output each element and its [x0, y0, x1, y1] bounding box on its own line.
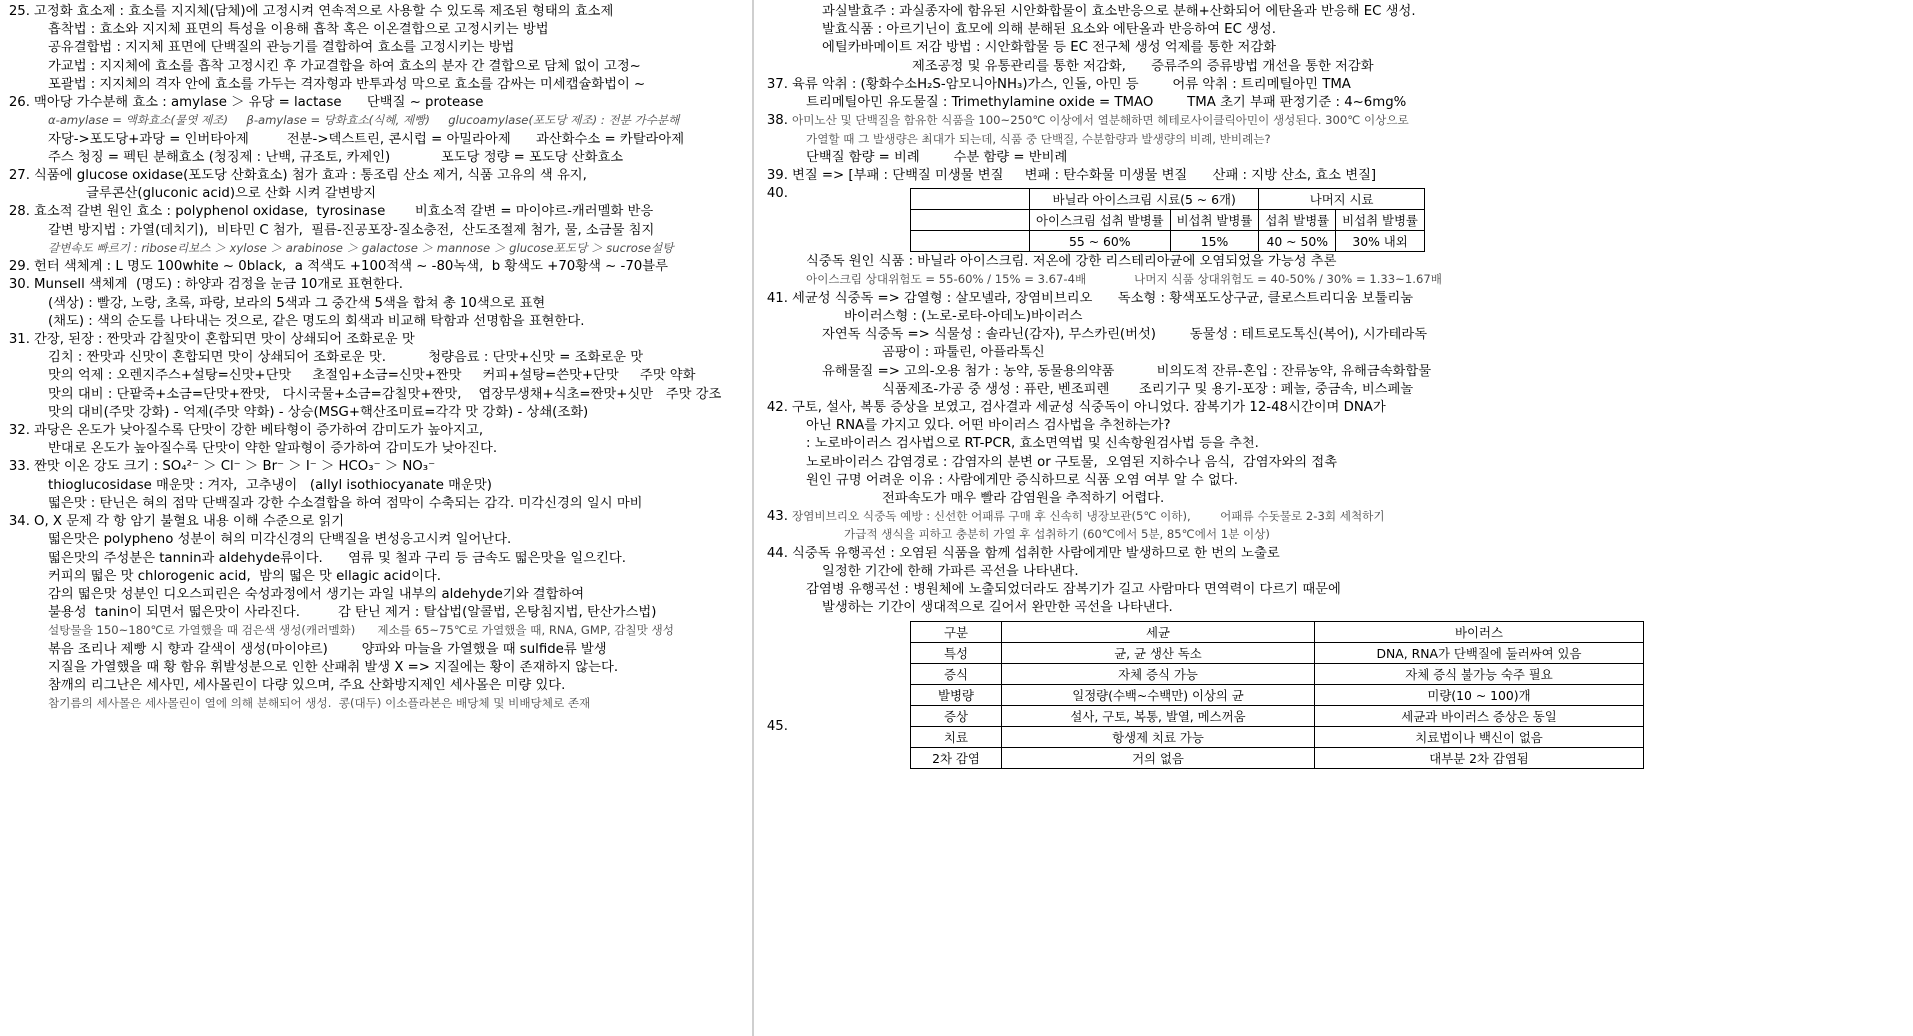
line-text: 볶음 조리나 제빵 시 향과 갈색이 생성(마이야르) 양파와 마늘을 가열했을 때 sulfide류 발생	[48, 641, 607, 657]
line-text: 주스 청징 = 펙틴 분해효소 (청징제 : 난백, 규조토, 카제인) 포도당 정량 = 포도당 산화효소	[48, 149, 624, 165]
line-text: 맛의 억제 : 오렌지주스+설탕=신맛+단맛 초절임+소금=신맛+짠맛 커피+설탕=쓴맛+단맛 주맛 약화	[48, 368, 696, 384]
line-text: 참깨의 리그난은 세사민, 세사몰린이 다량 있으며, 주요 산화방지제인 세사몰은 미량 있다.	[48, 678, 566, 694]
line-text: 헌터 색체계 : L 명도 100white ~ 0black, a 적색도 +100적색 ~ -80녹색, b 황색도 +70황색 ~ -70블루	[34, 259, 668, 275]
note-line	[764, 418, 1907, 434]
note-line	[6, 4, 748, 20]
bacteria-virus-table-wrapper	[764, 619, 1907, 771]
note-line	[6, 350, 748, 366]
note-line	[764, 345, 1907, 361]
table-cell: 세균과 바이러스 증상은 동일	[1315, 705, 1644, 726]
line-text: 맛의 대비 : 단팥죽+소금=단맛+짠맛, 다시국물+소금=감칠맛+짠맛, 엽장무생채+식초=짠맛+싯만 주맛 강조	[48, 386, 722, 402]
table-cell	[911, 231, 1030, 252]
note-line	[764, 582, 1907, 598]
table-header-cell: 구분	[911, 621, 1002, 642]
table-cell: 발병량	[911, 684, 1002, 705]
table-cell: 설사, 구토, 복통, 발열, 메스꺼움	[1002, 705, 1315, 726]
line-number: 28.	[8, 204, 30, 220]
note-line	[764, 473, 1907, 489]
line-text: 고정화 효소제 : 효소를 지지체(담체)에 고정시켜 연속적으로 사용할 수 있도록 제조된 형태의 효소제	[34, 4, 614, 19]
note-line	[764, 59, 1907, 75]
note-line	[6, 168, 748, 184]
line-text: 자당->포도당+과당 = 인버타아제 전분->덱스트린, 콘시럽 = 아밀라아제 과산화수소 = 카탈라아제	[48, 131, 685, 147]
table-cell: 미량(10 ~ 100)개	[1315, 684, 1644, 705]
line-text: 장염비브리오 식중독 예방 : 신선한 어패류 구매 후 신속히 냉장보관(5℃ 이하), 어패류 수돗물로 2-3회 세척하기	[792, 509, 1385, 524]
line-text: 가교법 : 지지체에 효소를 흡착 고정시킨 후 가교결합을 하여 효소의 분자 간 결합으로 담체 없이 고정~	[48, 58, 641, 74]
note-line	[6, 132, 748, 148]
line-number: 41.	[766, 290, 788, 306]
table-row	[911, 705, 1644, 726]
line-number: 33.	[8, 459, 30, 475]
line-text: 맛의 대비(주맛 강화) - 억제(주맛 약화) - 상승(MSG+핵산조미료=각각 맛 강화) - 상쇄(조화)	[48, 404, 589, 420]
table-row	[911, 231, 1425, 252]
table-row	[911, 684, 1644, 705]
table-row	[911, 747, 1644, 768]
table-cell: 55 ~ 60%	[1030, 231, 1171, 252]
note-line	[6, 368, 748, 384]
table-cell: 자체 증식 가능	[1002, 663, 1315, 684]
line-text: 커피의 떫은 맛 chlorogenic acid, 밤의 떫은 맛 ellagic acid이다.	[48, 568, 441, 584]
line-text: 글루콘산(gluconic acid)으로 산화 시켜 갈변방지	[86, 186, 377, 202]
table-row	[911, 663, 1644, 684]
table-cell: 특성	[911, 642, 1002, 663]
note-line	[6, 605, 748, 621]
line-text: 떫은맛의 주성분은 tannin과 aldehyde류이다. 염류 및 철과 구리 등 금속도 떫은맛을 일으킨다.	[48, 550, 626, 566]
table-cell	[911, 189, 1030, 210]
line-text: 에틸카바메이트 저감 방법 : 시안화합물 등 EC 전구체 생성 억제를 통한 저감화	[822, 40, 1277, 56]
note-line	[764, 4, 1907, 20]
note-line	[6, 623, 748, 639]
line-number: 32.	[8, 423, 30, 439]
note-line	[6, 314, 748, 330]
line-text: : 노로바이러스 검사법으로 RT-PCR, 효소면역법 및 신속항원검사법 등을 추천.	[806, 436, 1259, 452]
note-line	[6, 387, 748, 403]
table-cell: 대부분 2차 감염됨	[1315, 747, 1644, 768]
line-text: 원인 규명 어려운 이유 : 사람에게만 증식하므로 식품 오염 여부 알 수 없다.	[806, 472, 1238, 488]
line-text: 일정한 기간에 한해 가파른 곡선을 나타낸다.	[822, 563, 1079, 579]
note-line	[764, 254, 1907, 270]
line-number: 43.	[766, 509, 788, 525]
table-cell: 15%	[1170, 231, 1259, 252]
table-row	[911, 210, 1425, 231]
note-line	[764, 95, 1907, 111]
table-cell: 증식	[911, 663, 1002, 684]
note-line	[764, 22, 1907, 38]
table-cell: 2차 감염	[911, 747, 1002, 768]
line-text: 곰팡이 : 파툴린, 아플라톡신	[882, 345, 1045, 361]
note-line	[6, 113, 748, 129]
line-text: 참기름의 세사몰은 세사몰린이 열에 의해 분해되어 생성. 콩(대두) 이소플라본은 배당체 및 비배당체로 존재	[48, 696, 591, 711]
note-line	[6, 22, 748, 38]
line-text: 아닌 RNA를 가지고 있다. 어떤 바이러스 검사법을 추천하는가?	[806, 418, 1171, 434]
line-text: 발효식품 : 아르기닌이 효모에 의해 분해된 요소와 에탄올과 반응하여 EC 생성.	[822, 22, 1277, 38]
note-line	[6, 478, 748, 494]
note-line	[764, 327, 1907, 343]
line-text: (색상) : 빨강, 노랑, 초록, 파랑, 보라의 5색과 그 중간색 5색을 합쳐 총 10색으로 표현	[48, 295, 546, 311]
table-cell: DNA, RNA가 단백질에 둘러싸여 있음	[1315, 642, 1644, 663]
line-number: 29.	[8, 259, 30, 275]
note-line	[6, 569, 748, 585]
line-text: α-amylase = 액화효소(물엿 제조) β-amylase = 당화효소(식혜, 제빵) glucoamylase(포도당 제조) : 전분 가수분해	[48, 113, 680, 128]
table-row	[911, 642, 1644, 663]
line-number: 38.	[766, 113, 788, 129]
table-cell: 일정량(수백~수백만) 이상의 균	[1002, 684, 1315, 705]
line-text: 식중독 유행곡선 : 오염된 식품을 함께 섭취한 사람에게만 발생하므로 한 번의 노출로	[792, 545, 1280, 561]
note-line	[764, 527, 1907, 543]
note-line	[764, 272, 1907, 288]
note-line	[6, 296, 748, 312]
table-header-cell: 바이러스	[1315, 621, 1644, 642]
line-text: 단백질 함량 = 비례 수분 함량 = 반비례	[806, 149, 1068, 165]
note-line	[764, 509, 1907, 525]
line-text: 감염병 유행곡선 : 병원체에 노출되었더라도 잠복기가 길고 사람마다 면역력이 다르기 때문에	[806, 582, 1341, 598]
note-line	[6, 259, 748, 275]
line-text: 설탕물을 150~180℃로 가열했을 때 검은색 생성(캐러멜화) 제소를 65~75℃로 가열했을 때, RNA, GMP, 감칠맛 생성	[48, 623, 674, 638]
note-line	[6, 660, 748, 676]
line-text: 불용성 tanin이 되면서 떫은맛이 사라진다. 감 탄닌 제거 : 탈삽법(알콜법, 온탕침지법, 탄산가스법)	[48, 605, 657, 621]
line-text: 전파속도가 매우 빨라 감염원을 추적하기 어렵다.	[882, 491, 1165, 507]
note-line	[6, 459, 748, 475]
line-number: 25.	[8, 4, 30, 19]
note-line	[6, 204, 748, 220]
note-line	[764, 77, 1907, 93]
table-cell: 30% 내외	[1336, 231, 1425, 252]
line-text: 육류 악취 : (황화수소H₂S-암모니아NH₃)가스, 인돌, 아민 등 어류 악취 : 트리메틸아민 TMA	[792, 76, 1351, 92]
note-line	[764, 168, 1907, 184]
line-text: O, X 문제 각 항 암기 불혈요 내용 이해 수준으로 읽기	[34, 514, 345, 530]
note-line	[764, 364, 1907, 380]
line-text: 감의 떫은맛 성분인 디오스피린은 숙성과정에서 생기는 과일 내부의 aldehyde기와 결합하여	[48, 587, 585, 602]
line-number: 27.	[8, 167, 30, 183]
line-text: 떫은맛은 polypheno 성분이 혀의 미각신경의 단백질을 변성응고시켜 일어난다.	[48, 532, 512, 548]
line-text: 구토, 설사, 복통 증상을 보였고, 검사결과 세균성 식중독이 아니었다. 잠복기가 12-48시간이며 DNA가	[792, 399, 1386, 415]
line-number: 31.	[8, 331, 30, 347]
outbreak-rate-table-wrapper	[764, 186, 1907, 254]
table-cell: 40 ~ 50%	[1259, 231, 1336, 252]
table-cell: 증상	[911, 705, 1002, 726]
note-line	[6, 277, 748, 293]
note-line	[6, 587, 748, 603]
note-line	[764, 400, 1907, 416]
table-cell: 치료법이나 백신이 없음	[1315, 726, 1644, 747]
note-line	[764, 382, 1907, 398]
line-text: Munsell 색체계 (명도) : 하양과 검정을 눈금 10개로 표현한다.	[34, 277, 403, 293]
table-cell: 비섭취 발병률	[1170, 210, 1259, 231]
table-header-cell: 세균	[1002, 621, 1315, 642]
note-line	[764, 455, 1907, 471]
line-text: 바이러스형 : (노로-로타-아데노)바이러스	[844, 308, 1083, 324]
table-cell: 거의 없음	[1002, 747, 1315, 768]
note-line	[764, 564, 1907, 580]
table-cell: 항생제 치료 가능	[1002, 726, 1315, 747]
note-line	[6, 95, 748, 111]
note-line	[764, 600, 1907, 616]
note-line	[6, 241, 748, 257]
line-text: (채도) : 색의 순도를 나타내는 것으로, 같은 명도의 회색과 비교해 탁함과 선명함을 표현한다.	[48, 313, 585, 329]
line-text: 공유결합법 : 지지체 표면에 단백질의 관능기를 결합하여 효소를 고정시키는 방법	[48, 40, 515, 56]
line-text: 노로바이러스 감염경로 : 감염자의 분변 or 구토물, 오염된 지하수나 음식, 감염자와의 접촉	[806, 454, 1338, 470]
note-line	[764, 132, 1907, 148]
line-text: 트리메틸아민 유도물질 : Trimethylamine oxide = TMAO TMA 초기 부패 판정기준 : 4~6mg%	[806, 95, 1407, 111]
note-line	[764, 309, 1907, 325]
outbreak-rate-table	[910, 188, 1425, 252]
table-cell: 비섭취 발병률	[1336, 210, 1425, 231]
line-text: 맥아당 가수분해 효소 : amylase ＞ 유당 = lactase 단백질 ~ protease	[34, 95, 484, 111]
note-line	[6, 696, 748, 712]
note-line	[6, 642, 748, 658]
line-text: 제조공정 및 유통관리를 통한 저감화, 증류주의 증류방법 개선을 통한 저감화	[912, 58, 1374, 74]
line-number: 30.	[8, 277, 30, 293]
table-cell: 나머지 시료	[1259, 189, 1425, 210]
line-text: 세균성 식중독 => 감열형 : 살모넬라, 장염비브리오 독소형 : 황색포도상구균, 클로스트리디움 보툴리눔	[792, 290, 1414, 306]
table-line-number: 45.	[766, 718, 788, 734]
line-text: 식품제조-가공 중 생성 : 퓨란, 벤조피렌 조리기구 및 용기-포장 : 페놀, 중금속, 비스페놀	[882, 381, 1414, 397]
line-text: 갈변 방지법 : 가열(데치기), 비타민 C 첨가, 필름-진공포장-질소충전, 산도조절제 첨가, 물, 소금물 침지	[48, 222, 655, 238]
line-number: 39.	[766, 167, 788, 183]
bacteria-virus-table	[910, 621, 1644, 769]
note-line	[6, 423, 748, 439]
line-text: 아이스크림 상대위험도 = 55-60% / 15% = 3.67-4배 나머지 식품 상대위험도 = 40-50% / 30% = 1.33~1.67배	[806, 272, 1442, 287]
note-line	[764, 291, 1907, 307]
table-cell: 바닐라 아이스크림 시료(5 ~ 6개)	[1030, 189, 1259, 210]
note-line	[6, 441, 748, 457]
line-text: 변질 => [부패 : 단백질 미생물 변질 변패 : 탄수화물 미생물 변질 산패 : 지방 산소, 효소 변질]	[792, 167, 1377, 183]
line-text: 과실발효주 : 과실종자에 함유된 시안화합물이 효소반응으로 분해+산화되어 에탄올과 반응해 EC 생성.	[822, 4, 1416, 19]
note-line	[764, 113, 1907, 129]
table-cell: 아이스크림 섭취 발병률	[1030, 210, 1171, 231]
line-text: 갈변속도 빠르기 : ribose리보스 ＞ xylose ＞ arabinose ＞ galactose ＞ mannose ＞ glucose포도당 ＞ sucrose설탕	[48, 240, 674, 255]
note-line	[764, 436, 1907, 452]
table-cell: 섭취 발병률	[1259, 210, 1336, 231]
line-text: 가급적 생식을 피하고 충분히 가열 후 섭취하기 (60℃에서 5분, 85℃에서 1분 이상)	[844, 527, 1270, 542]
note-line	[6, 405, 748, 421]
note-line	[764, 40, 1907, 56]
note-line	[6, 77, 748, 93]
note-line	[6, 332, 748, 348]
line-number: 34.	[8, 514, 30, 530]
line-text: 지질을 가열했을 때 황 함유 휘발성분으로 인한 산패취 발생 X => 지질에는 황이 존재하지 않는다.	[48, 659, 619, 675]
line-text: 간장, 된장 : 짠맛과 감칠맛이 혼합되면 맛이 상쇄되어 조화로운 맛	[34, 331, 415, 347]
note-line	[764, 546, 1907, 562]
note-line	[6, 532, 748, 548]
table-row	[911, 621, 1644, 642]
note-line	[764, 491, 1907, 507]
note-line	[6, 514, 748, 530]
note-line	[6, 40, 748, 56]
line-text: 흡착법 : 효소와 지지체 표면의 특성을 이용해 흡착 혹은 이온결합으로 고정시키는 방법	[48, 22, 549, 38]
line-text: 짠맛 이온 강도 크기 : SO₄²⁻ ＞ Cl⁻ ＞ Br⁻ ＞ I⁻ ＞ HCO₃⁻ ＞ NO₃⁻	[34, 459, 436, 475]
line-text: 과당은 온도가 낮아질수록 단맛이 강한 베타형이 증가하여 감미도가 높아지고,	[34, 423, 484, 439]
line-text: 떫은맛 : 탄닌은 혀의 점막 단백질과 강한 수소결합을 하여 점막이 수축되는 감각. 미각신경의 일시 마비	[48, 495, 643, 511]
line-text: 아미노산 및 단백질을 함유한 식품을 100~250℃ 이상에서 열분해하면 헤테로사이클릭아민이 생성된다. 300℃ 이상으로	[792, 113, 1409, 128]
table-line-number: 40.	[766, 186, 788, 202]
note-line	[6, 678, 748, 694]
table-cell	[911, 210, 1030, 231]
line-text: 포괄법 : 지지체의 격자 안에 효소를 가두는 격자형과 반투과성 막으로 효소를 감싸는 미세캡슐화법이 ~	[48, 76, 646, 92]
line-text: 유해물질 => 고의-오용 첨가 : 농약, 동물용의약품 비의도적 잔류-혼입 : 잔류농약, 유해금속화합물	[822, 363, 1432, 379]
line-number: 26.	[8, 95, 30, 111]
line-number: 44.	[766, 545, 788, 561]
note-line	[6, 223, 748, 239]
line-text: 식품에 glucose oxidase(포도당 산화효소) 첨가 효과 : 통조림 산소 제거, 식품 고유의 색 유지,	[34, 167, 587, 183]
table-row	[911, 189, 1425, 210]
note-line	[6, 496, 748, 512]
note-line	[6, 186, 748, 202]
line-text: 김치 : 짠맛과 신맛이 혼합되면 맛이 상쇄되어 조화로운 맛. 청량음료 : 단맛+신맛 = 조화로운 맛	[48, 350, 644, 366]
table-cell: 균, 균 생산 독소	[1002, 642, 1315, 663]
note-line	[764, 150, 1907, 166]
table-cell: 자체 증식 불가능 숙주 필요	[1315, 663, 1644, 684]
line-text: 반대로 온도가 높아질수록 단맛이 약한 알파형이 증가하여 감미도가 낮아진다.	[48, 441, 498, 457]
line-text: 발생하는 기간이 생대적으로 길어서 완만한 곡선을 나타낸다.	[822, 600, 1173, 616]
right-column	[754, 0, 1913, 1036]
line-text: thioglucosidase 매운맛 : 겨자, 고추냉이 (allyl isothiocyanate 매운맛)	[48, 477, 492, 493]
note-line	[6, 150, 748, 166]
line-text: 식중독 원인 식품 : 바닐라 아이스크림. 저온에 강한 리스테리아균에 오염되었을 가능성 추론	[806, 254, 1337, 270]
line-number: 42.	[766, 399, 788, 415]
note-line	[6, 551, 748, 567]
table-row	[911, 726, 1644, 747]
table-cell: 치료	[911, 726, 1002, 747]
line-text: 자연독 식중독 => 식물성 : 솔라닌(감자), 무스카린(버섯) 동물성 : 테트로도톡신(복어), 시가테라독	[822, 327, 1428, 343]
line-number: 37.	[766, 76, 788, 92]
line-text: 가열할 때 그 발생량은 최대가 되는데, 식품 중 단백질, 수분함량과 발생량의 비례, 반비례는?	[806, 131, 1271, 146]
line-text: 효소적 갈변 원인 효소 : polyphenol oxidase, tyrosinase 비효소적 갈변 = 마이야르-캐러멜화 반응	[34, 204, 654, 220]
note-line	[6, 59, 748, 75]
left-column	[0, 0, 752, 1036]
